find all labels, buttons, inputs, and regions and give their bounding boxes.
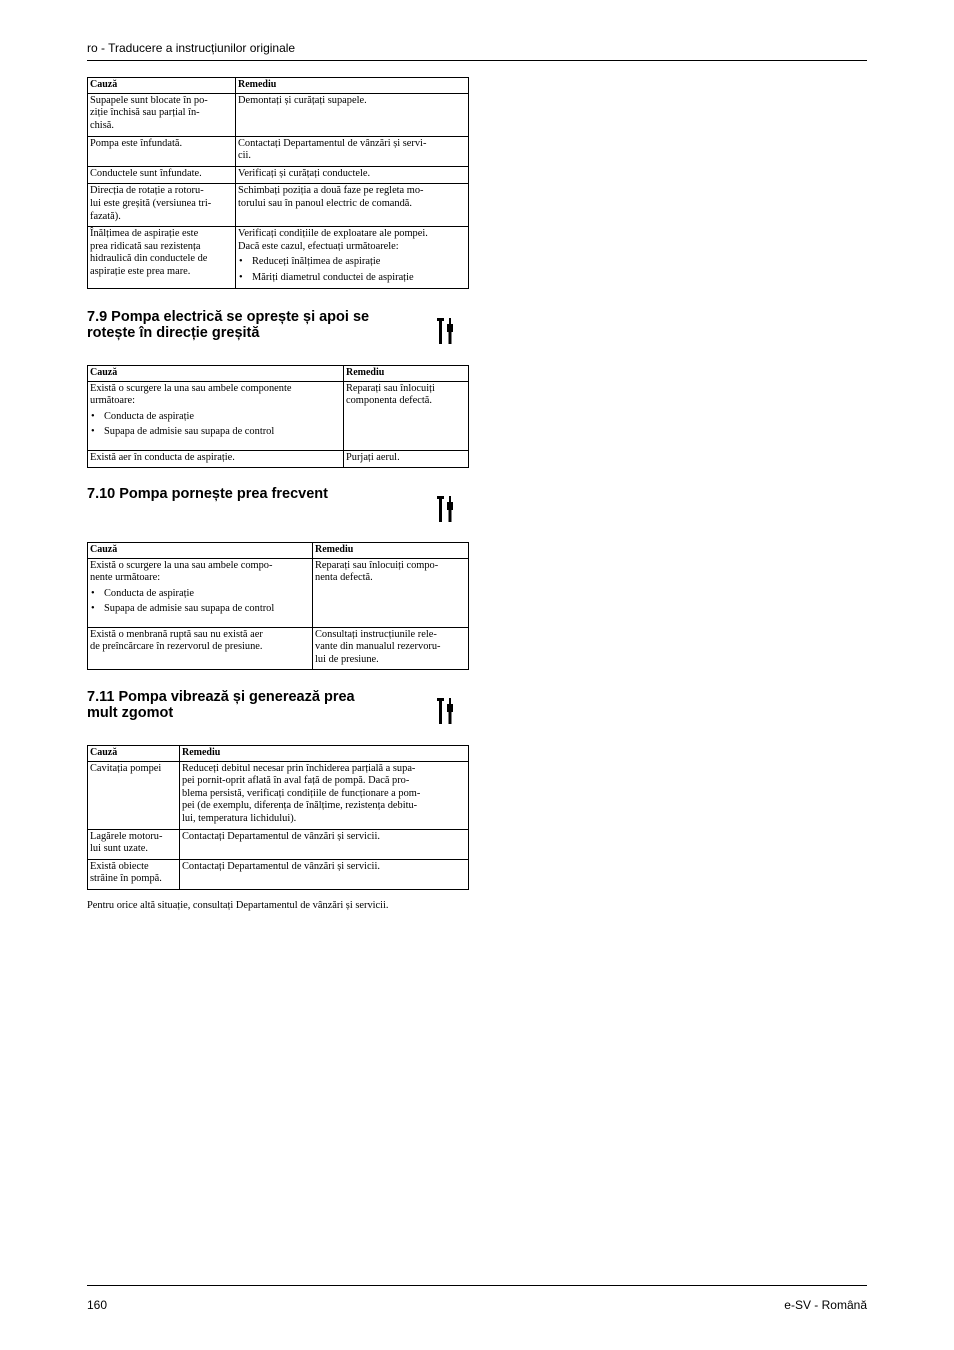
table-header-row (88, 746, 469, 762)
cause-cell: Există obiecte străine în pompă. (88, 859, 180, 889)
section-title-line: rotește în direcție greșită (87, 325, 260, 341)
section-title-line: 7.9 Pompa electrică se oprește și apoi se (87, 309, 370, 325)
footer-rule (87, 1285, 867, 1286)
troubleshooting-table-7-10 (87, 542, 469, 670)
closing-note: Pentru orice altă situație, consultați Departamentul de vânzări și servicii. (87, 900, 389, 911)
page-number: 160 (87, 1298, 108, 1312)
cause-bullet-list (90, 411, 341, 439)
cause-text: Există o scurgere la una sau ambele componente următoare: (90, 382, 292, 407)
cause-cell: Conductele sunt înfundate. (88, 166, 236, 184)
remedy-bullet-list (238, 256, 466, 284)
table-header-row (88, 543, 469, 559)
section-title-7-11 (87, 689, 355, 721)
troubleshooting-table-7-11 (87, 745, 469, 890)
column-header-remedy: Remediu (344, 366, 469, 382)
section-title-7-9 (87, 309, 369, 341)
cause-cell (88, 381, 344, 450)
table-row (88, 227, 469, 288)
column-header-cause: Cauză (88, 78, 236, 94)
table-row (88, 627, 469, 670)
document-header: ro - Traducere a instrucțiunilor originale (87, 41, 296, 55)
cause-cell: Există o menbrană ruptă sau nu există aer de preîncărcare în rezervorul de presiune. (88, 627, 313, 670)
remedy-cell: Demontați și curățați supapele. (236, 93, 469, 136)
tools-icon (436, 494, 456, 524)
cause-cell: Cavitația pompei (88, 761, 180, 829)
cause-cell: Lagărele motoru- lui sunt uzate. (88, 829, 180, 859)
table-row (88, 136, 469, 166)
table-row (88, 761, 469, 829)
remedy-cell: Contactați Departamentul de vânzări și servicii. (180, 859, 469, 889)
column-header-remedy: Remediu (236, 78, 469, 94)
tools-icon (436, 696, 456, 726)
list-item: • Măriți diametrul conductei de aspirație (238, 272, 466, 285)
table-row (88, 558, 469, 627)
table-row (88, 829, 469, 859)
troubleshooting-table-top (87, 77, 469, 289)
document-label: e-SV - Română (784, 1298, 867, 1312)
remedy-cell: Contactați Departamentul de vânzări și servi- cii. (236, 136, 469, 166)
cause-cell: Pompa este înfundată. (88, 136, 236, 166)
section-title-line: mult zgomot (87, 705, 174, 721)
table-row (88, 450, 469, 468)
remedy-cell (236, 227, 469, 288)
cause-cell: Înălțimea de aspirație este prea ridicată sau rezistența hidraulică din conductele de aspirație este prea mare. (88, 227, 236, 288)
remedy-cell: Reparați sau înlocuiți componenta defectă. (344, 381, 469, 450)
cause-cell: Direcția de rotație a rotoru- lui este greșită (versiunea tri- fazată). (88, 184, 236, 227)
table-row (88, 93, 469, 136)
remedy-cell: Contactați Departamentul de vânzări și servicii. (180, 829, 469, 859)
column-header-remedy: Remediu (313, 543, 469, 559)
list-item: • Conducta de aspirație (90, 411, 341, 424)
cause-cell: Supapele sunt blocate în po- ziție închisă sau parțial în- chisă. (88, 93, 236, 136)
troubleshooting-table-7-9 (87, 365, 469, 468)
list-item: • Reduceți înălțimea de aspirație (238, 256, 466, 269)
table-row (88, 381, 469, 450)
column-header-cause: Cauză (88, 746, 180, 762)
column-header-remedy: Remediu (180, 746, 469, 762)
remedy-cell: Reduceți debitul necesar prin închiderea parțială a supa- pei pornit-oprit aflată în aval față de pompă. Dacă pro- blema persistă, verificați condițiile de funcționare a pom- pei (de exemplu, diferența de înălțime, rezistența debitu- lui, temperatura lichidului). (180, 761, 469, 829)
column-header-cause: Cauză (88, 366, 344, 382)
section-title-7-10: 7.10 Pompa pornește prea frecvent (87, 486, 328, 502)
list-item: • Supapa de admisie sau supapa de control (90, 426, 341, 439)
remedy-cell: Purjați aerul. (344, 450, 469, 468)
remedy-cell: Reparați sau înlocuiți compo- nenta defectă. (313, 558, 469, 627)
section-title-line: 7.11 Pompa vibrează și generează prea (87, 689, 355, 705)
cause-cell (88, 558, 313, 627)
cause-cell: Există aer în conducta de aspirație. (88, 450, 344, 468)
table-row (88, 166, 469, 184)
table-row (88, 184, 469, 227)
list-item: • Supapa de admisie sau supapa de control (90, 603, 310, 616)
remedy-cell: Consultați instrucțiunile rele- vante din manualul rezervoru- lui de presiune. (313, 627, 469, 670)
table-header-row (88, 78, 469, 94)
table-row (88, 859, 469, 889)
tools-icon (436, 316, 456, 346)
remedy-cell: Schimbați poziția a două faze pe regleta mo- torului sau în panoul electric de comandă. (236, 184, 469, 227)
list-item: • Conducta de aspirație (90, 588, 310, 601)
cause-bullet-list (90, 588, 310, 616)
header-rule (87, 60, 867, 61)
table-header-row (88, 366, 469, 382)
column-header-cause: Cauză (88, 543, 313, 559)
remedy-text: Verificați condițiile de exploatare ale pompei. Dacă este cazul, efectuați următoarele: (238, 228, 428, 252)
cause-text: Există o scurgere la una sau ambele compo- nente următoare: (90, 559, 273, 584)
remedy-cell: Verificați și curățați conductele. (236, 166, 469, 184)
